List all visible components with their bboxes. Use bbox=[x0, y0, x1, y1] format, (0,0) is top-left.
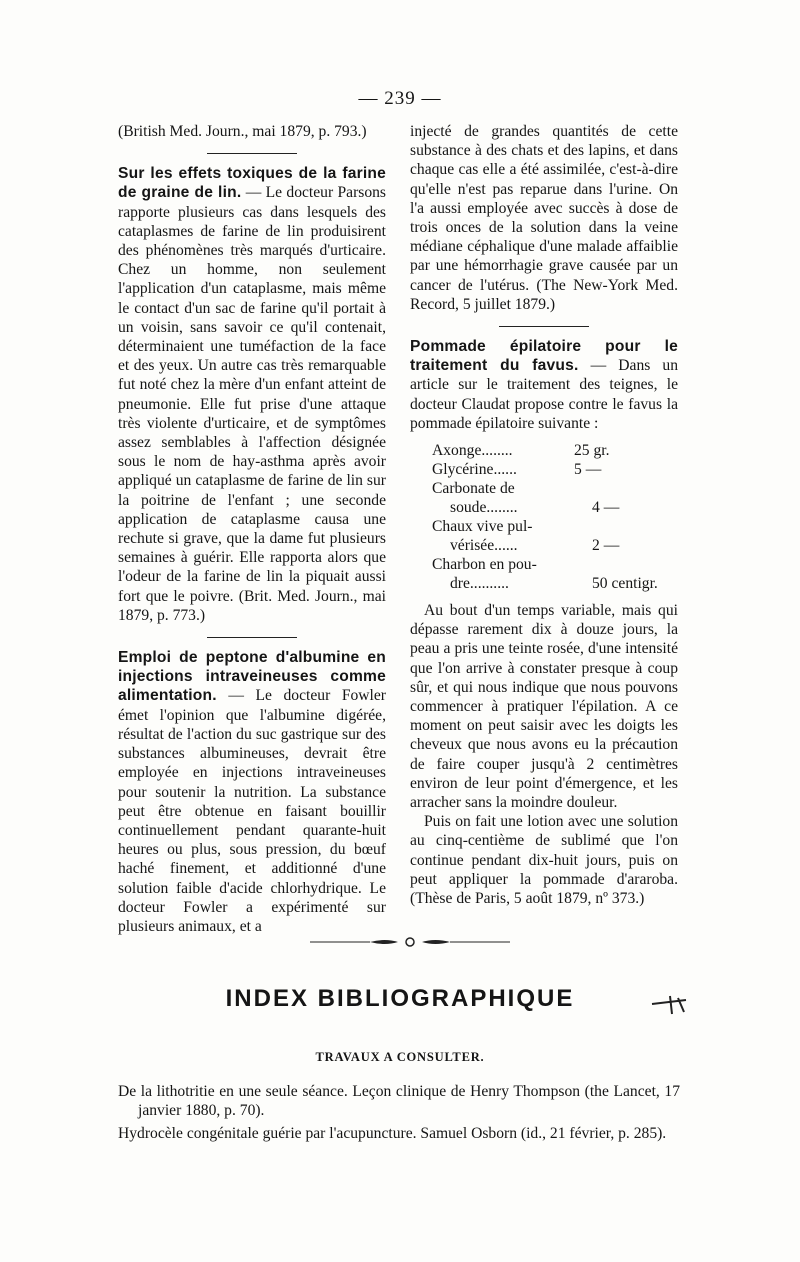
recipe-row bbox=[432, 574, 678, 593]
right-column bbox=[410, 122, 678, 908]
recipe-row bbox=[432, 498, 678, 517]
article-body: — Le docteur Parsons rapporte plusieurs cas dans lesquels des cataplasmes de farine de lin produisirent des phénomènes très marqués d'urticaire. Chez un homme, non seulement l'application d'un cataplasme, mais même le contact d'un sac de farine qu'il portait à un voisin, sans savoir ce qu'il contenait, déterminaient une tuméfaction de la face et des yeux. Un autre cas très remarquable fut noté chez la mère d'un enfant atteint de pneumonie. Elle fut prise d'une attaque très violente d'urticaire, et de symptômes assez semblables à l'affection désignée sous le nom de hay-asthma après avoir appliqué un cataplasme de farine de lin sur la poitrine de l'enfant ; une seconde application de cataplasme causa une rechute si grave, que la dame fut plusieurs semaines à guérir. Elle rapporta alors que l'odeur de la farine de lin la piquait aussi fort que le poivre. (Brit. Med. Journ., mai 1879, p. 773.) bbox=[118, 184, 386, 624]
quantity: 4 — bbox=[592, 499, 620, 517]
ingredient: vérisée...... bbox=[450, 537, 518, 555]
ingredient: Charbon en pou- bbox=[432, 556, 537, 574]
ingredient: soude........ bbox=[450, 499, 518, 517]
page-number: — 239 — bbox=[358, 88, 442, 109]
article-title: Pommade épilatoire pour le traitement du favus. bbox=[410, 338, 678, 375]
quantity bbox=[564, 555, 678, 574]
article-title: Emploi de peptone d'albumine en injections intraveineuses comme alimentation. bbox=[118, 649, 386, 705]
citation: (British Med. Journ., mai 1879, p. 793.) bbox=[118, 123, 367, 140]
recipe-table bbox=[432, 441, 678, 593]
divider bbox=[207, 153, 297, 154]
reference-item: Hydrocèle congénitale guérie par l'acupuncture. Samuel Osborn (id., 21 février, p. 285). bbox=[118, 1125, 667, 1143]
ingredient: Chaux vive pul- bbox=[432, 518, 533, 536]
paragraph: Au bout d'un temps variable, mais qui dépasse rarement dix à douze jours, la peau a pris une teinte rosée, d'une intensité que l'on arrive à constater presque à coup sûr, et qui nous indique que nous pouvons commencer à pratiquer l'épilation. A ce moment on peut saisir avec les doigts les cheveux que nous avons eu la précaution de faire couper jusqu'à 2 centimètres environ de leur point d'émergence, et les arracher sans la moindre douleur. bbox=[410, 602, 678, 812]
divider bbox=[499, 326, 589, 327]
article-body: — Dans un article sur le traitement des teignes, le docteur Claudat propose contre le favus la pommade épilatoire suivante : bbox=[410, 357, 678, 432]
ingredient: Axonge........ bbox=[432, 442, 513, 460]
ingredient: Carbonate de bbox=[432, 480, 515, 498]
article-body: — Le docteur Fowler émet l'opinion que l'albumine digérée, résultat de l'action du suc gastrique sur des substances albumineuses, devrait être employée en injections intraveineuses pour soutenir la nutrition. La substance peut être obtenue en faisant bouillir continuellement pendant quarante-huit heures ou plus, sous pression, du bœuf haché finement, et additionné d'une solution faible d'acide chlorhydrique. Le docteur Fowler a expérimenté sur plusieurs animaux, et a bbox=[118, 687, 386, 935]
article-title: Sur les effets toxiques de la farine de graine de lin. bbox=[118, 165, 386, 202]
ornamental-divider bbox=[310, 932, 510, 952]
quantity: 50 centigr. bbox=[592, 575, 658, 593]
index-subtitle: TRAVAUX A CONSULTER. bbox=[315, 1050, 485, 1064]
paragraph: Puis on fait une lotion avec une solution au cinq-centième de sublimé que l'on continue pendant dix-huit jours, puis on peut appliquer la pommade d'araroba. (Thèse de Paris, 5 août 1879, nº 373.) bbox=[410, 813, 678, 908]
reference-item: De la lithotritie en une seule séance. Leçon clinique de Henry Thompson (the Lancet, 17 janvier 1880, p. 70). bbox=[118, 1083, 680, 1120]
recipe-row bbox=[432, 479, 678, 498]
paragraph: injecté de grandes quantités de cette substance à des chats et des lapins, et dans chaque cas elle a été assimilée, c'est-à-dire qu'elle n'est pas reparue dans l'urine. On l'a aussi employée avec succès à dose de trois onces de la solution dans la veine médiane céphalique d'une malade affaiblie par une hémorrhagie grave causée par un cancer de l'utérus. (The New-York Med. Record, 5 juillet 1879.) bbox=[410, 123, 678, 313]
quantity: 2 — bbox=[592, 537, 620, 555]
recipe-row bbox=[432, 517, 678, 536]
quantity bbox=[564, 479, 678, 498]
hand-drawn-mark bbox=[650, 992, 690, 1018]
quantity: 25 gr. bbox=[574, 442, 610, 460]
recipe-row bbox=[432, 441, 678, 460]
quantity bbox=[564, 517, 678, 536]
left-column bbox=[118, 122, 386, 936]
index-title: INDEX BIBLIOGRAPHIQUE bbox=[225, 985, 575, 1012]
divider bbox=[207, 637, 297, 638]
recipe-row bbox=[432, 460, 678, 479]
reference-list bbox=[118, 1082, 680, 1148]
recipe-row bbox=[432, 536, 678, 555]
quantity: 5 — bbox=[574, 461, 602, 479]
ingredient: dre.......... bbox=[450, 575, 509, 593]
recipe-row bbox=[432, 555, 678, 574]
ingredient: Glycérine...... bbox=[432, 461, 517, 479]
